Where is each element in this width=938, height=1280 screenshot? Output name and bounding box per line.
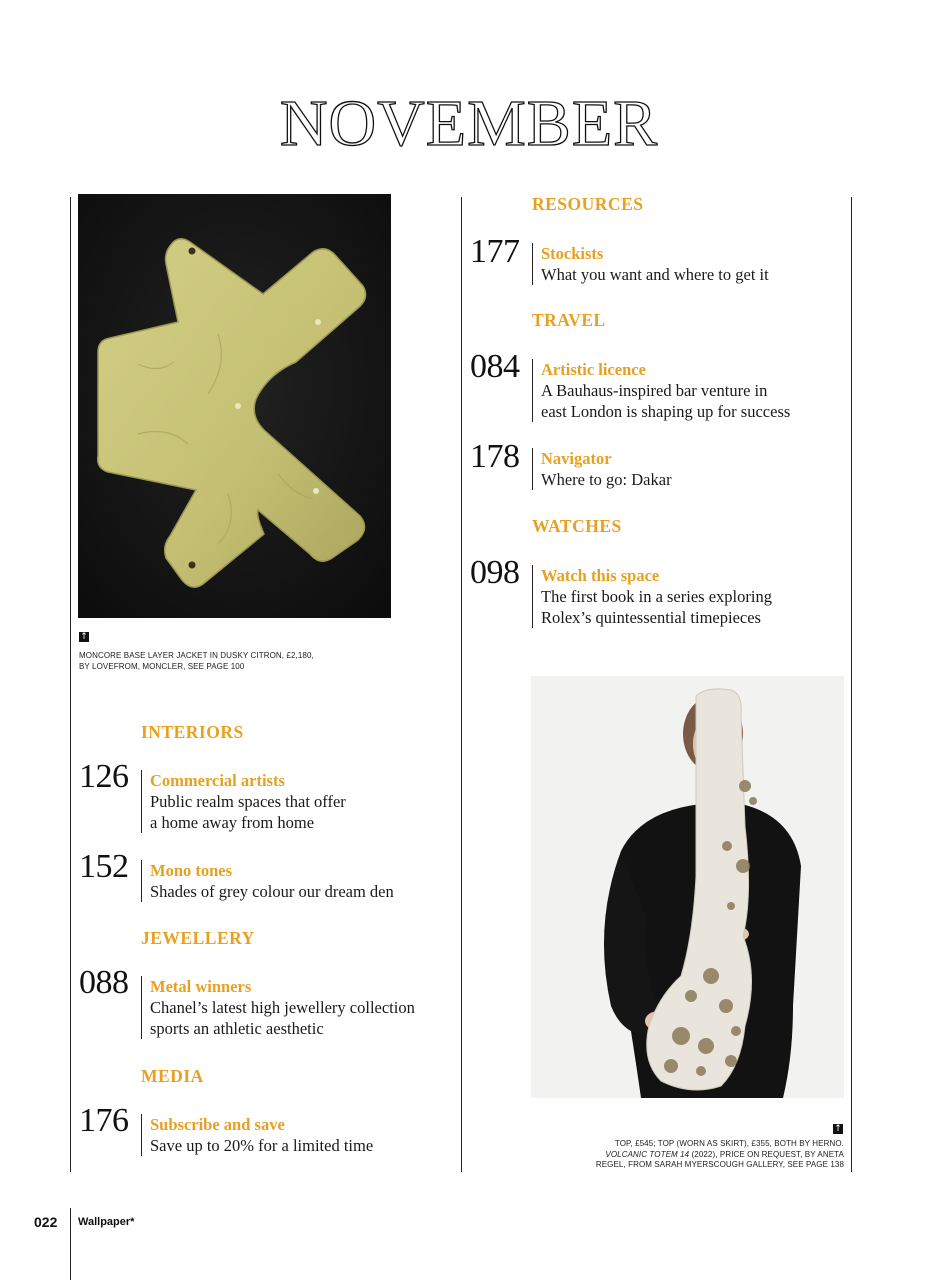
- left-column-rule: [70, 197, 71, 1172]
- page-title: NOVEMBER: [279, 87, 659, 160]
- sculpture-caption-line1: TOP, £545; TOP (WORN AS SKIRT), £355, BOTH BY HERNO.: [614, 1139, 844, 1148]
- section-travel: TRAVEL: [532, 310, 606, 330]
- right-column-rule: [851, 197, 852, 1172]
- page-number-178: 178: [470, 438, 520, 475]
- arrow-up-icon: ↑: [834, 1124, 842, 1134]
- entry-desc: a home away from home: [150, 813, 315, 832]
- page-number-088: 088: [79, 964, 129, 1001]
- entry-navigator[interactable]: [532, 448, 851, 490]
- entry-watch-this-space[interactable]: [532, 565, 851, 628]
- jacket-caption-line1: MONCORE BASE LAYER JACKET IN DUSKY CITRON, £2,180,: [79, 651, 314, 660]
- sculpture-caption-line2: [540, 1150, 844, 1161]
- footer-rule: [70, 1208, 71, 1280]
- entry-title: Metal winners: [150, 977, 252, 996]
- page-number-177: 177: [470, 233, 520, 270]
- entry-desc: Rolex’s quintessential timepieces: [541, 608, 761, 627]
- artwork-title: VOLCANIC TOTEM 14: [605, 1149, 690, 1159]
- entry-title: Watch this space: [541, 566, 660, 585]
- entry-metal-winners[interactable]: [141, 976, 460, 1039]
- entry-desc: Chanel’s latest high jewellery collection: [150, 998, 415, 1017]
- entry-desc: The first book in a series exploring: [541, 587, 772, 606]
- sculpture-caption: [540, 1139, 844, 1171]
- entry-artistic-licence[interactable]: [532, 359, 851, 422]
- folio-page-number: 022: [34, 1214, 58, 1230]
- entry-subscribe-and-save[interactable]: [141, 1114, 450, 1156]
- sculpture-caption-line3: REGEL, FROM SARAH MYERSCOUGH GALLERY, SEE PAGE 138: [595, 1160, 844, 1169]
- page-number-126: 126: [79, 758, 129, 795]
- entry-title: Subscribe and save: [150, 1115, 285, 1134]
- brand-logo: Wallpaper*: [78, 1216, 135, 1228]
- entry-desc: Shades of grey colour our dream den: [150, 882, 394, 901]
- page-number-176: 176: [79, 1102, 129, 1139]
- artwork-details: (2022), PRICE ON REQUEST, BY ANETA: [689, 1149, 844, 1159]
- arrow-up-icon: ↑: [80, 632, 88, 642]
- entry-stockists[interactable]: [532, 243, 851, 285]
- entry-desc: sports an athletic aesthetic: [150, 1019, 324, 1038]
- entry-desc: east London is shaping up for success: [541, 402, 791, 421]
- entry-title: Mono tones: [150, 861, 233, 880]
- section-watches: WATCHES: [532, 516, 622, 536]
- center-column-rule: [461, 197, 462, 1172]
- page-number-084: 084: [470, 348, 520, 385]
- section-jewellery: JEWELLERY: [141, 928, 255, 948]
- entry-desc: Save up to 20% for a limited time: [150, 1136, 374, 1155]
- page-number-152: 152: [79, 848, 129, 885]
- entry-desc: Public realm spaces that offer: [150, 792, 346, 811]
- section-media: MEDIA: [141, 1066, 204, 1086]
- entry-desc: Where to go: Dakar: [541, 470, 672, 489]
- sculpture-photo: [531, 676, 844, 1098]
- entry-title: Navigator: [541, 449, 612, 468]
- section-interiors: INTERIORS: [141, 722, 244, 742]
- entry-title: Artistic licence: [541, 360, 646, 379]
- entry-title: Stockists: [541, 244, 604, 263]
- page-number-098: 098: [470, 554, 520, 591]
- entry-title: Commercial artists: [150, 771, 285, 790]
- section-resources: RESOURCES: [532, 194, 644, 214]
- jacket-caption-line2: BY LOVEFROM, MONCLER, SEE PAGE 100: [79, 661, 245, 671]
- jacket-photo: [78, 194, 391, 618]
- entry-commercial-artists[interactable]: [141, 770, 450, 833]
- entry-mono-tones[interactable]: [141, 860, 460, 902]
- jacket-caption: [79, 651, 379, 672]
- entry-desc: A Bauhaus-inspired bar venture in: [541, 381, 768, 400]
- entry-desc: What you want and where to get it: [541, 265, 769, 284]
